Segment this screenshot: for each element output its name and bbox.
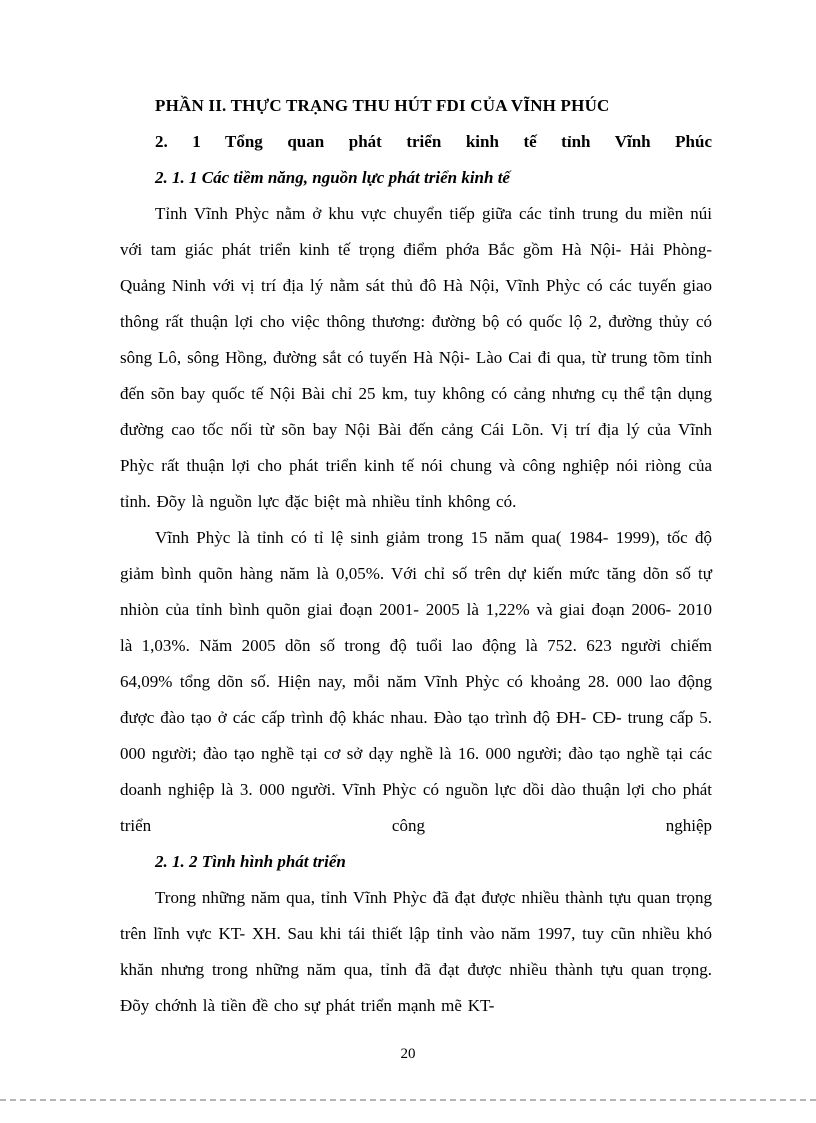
subheading-2-1-2: 2. 1. 2 Tình hình phát triển	[155, 852, 346, 871]
subheading-2-1-1: 2. 1. 1 Các tiềm năng, nguồn lực phát triển kinh tế	[155, 168, 510, 187]
page-number: 20	[400, 1046, 416, 1062]
heading-2-1: 2. 1 Tổng quan phát triển kinh tế tỉnh Vĩnh Phúc	[155, 132, 712, 151]
section-title: PHẦN II. THỰC TRẠNG THU HÚT FDI CỦA VĨNH PHÚC	[155, 96, 610, 115]
paragraph-development: Trong những năm qua, tỉnh Vĩnh Phỳc đã đạt được nhiều thành tựu quan trọng trên lĩnh vực KT- XH. Sau khi tái thiết lập tỉnh vào năm 1997, tuy cũn nhiều khó khăn nhưng trong những năm qua, tỉnh đã đạt được nhiều thành tựu quan trọng. Đõy chớnh là tiền đề cho sự phát triển mạnh mẽ KT-	[120, 888, 712, 1015]
page-bottom-dashed-line	[0, 1099, 816, 1101]
paragraph-geography: Tỉnh Vĩnh Phỳc nằm ở khu vực chuyển tiếp giữa các tỉnh trung du miền núi với tam giác phát triển kinh tế trọng điểm phớa Bắc gồm Hà Nội- Hải Phòng- Quảng Ninh với vị trí địa lý nằm sát thủ đô Hà Nội, Vĩnh Phỳc có các tuyến giao thông rất thuận lợi cho việc thông thương: đường bộ có quốc lộ 2, đường thủy có sông Lô, sông Hồng, đường sắt có tuyến Hà Nội- Lào Cai đi qua, từ trung tõm tỉnh đến sõn bay quốc tế Nội Bài chỉ 25 km, tuy không có cảng nhưng cụ thể tận dụng đường cao tốc nối từ sõn bay Nội Bài đến cảng Cái Lõn. Vị trí địa lý của Vĩnh Phỳc rất thuận lợi cho phát triển kinh tế nói chung và công nghiệp nói riòng của tỉnh. Đõy là nguồn lực đặc biệt mà nhiều tỉnh không có.	[120, 204, 712, 511]
paragraph-population: Vĩnh Phỳc là tỉnh có tỉ lệ sinh giảm trong 15 năm qua( 1984- 1999), tốc độ giảm bình quõn hàng năm là 0,05%. Với chỉ số trên dự kiến mức tăng dõn số tự nhiòn của tỉnh bình quõn giai đoạn 2001- 2005 là 1,22% và giai đoạn 2006- 2010 là 1,03%. Năm 2005 dõn số trong độ tuổi lao động là 752. 623 người chiếm 64,09% tổng dõn số. Hiện nay, mỗi năm Vĩnh Phỳc có khoảng 28. 000 lao động được đào tạo ở các cấp trình độ khác nhau. Đào tạo trình độ ĐH- CĐ- trung cấp 5. 000 người; đào tạo nghề tại cơ sở dạy nghề là 16. 000 người; đào tạo nghề tại các doanh nghiệp là 3. 000 người. Vĩnh Phỳc có nguồn lực dồi dào thuận lợi cho phát triển công nghiệp	[120, 528, 712, 835]
